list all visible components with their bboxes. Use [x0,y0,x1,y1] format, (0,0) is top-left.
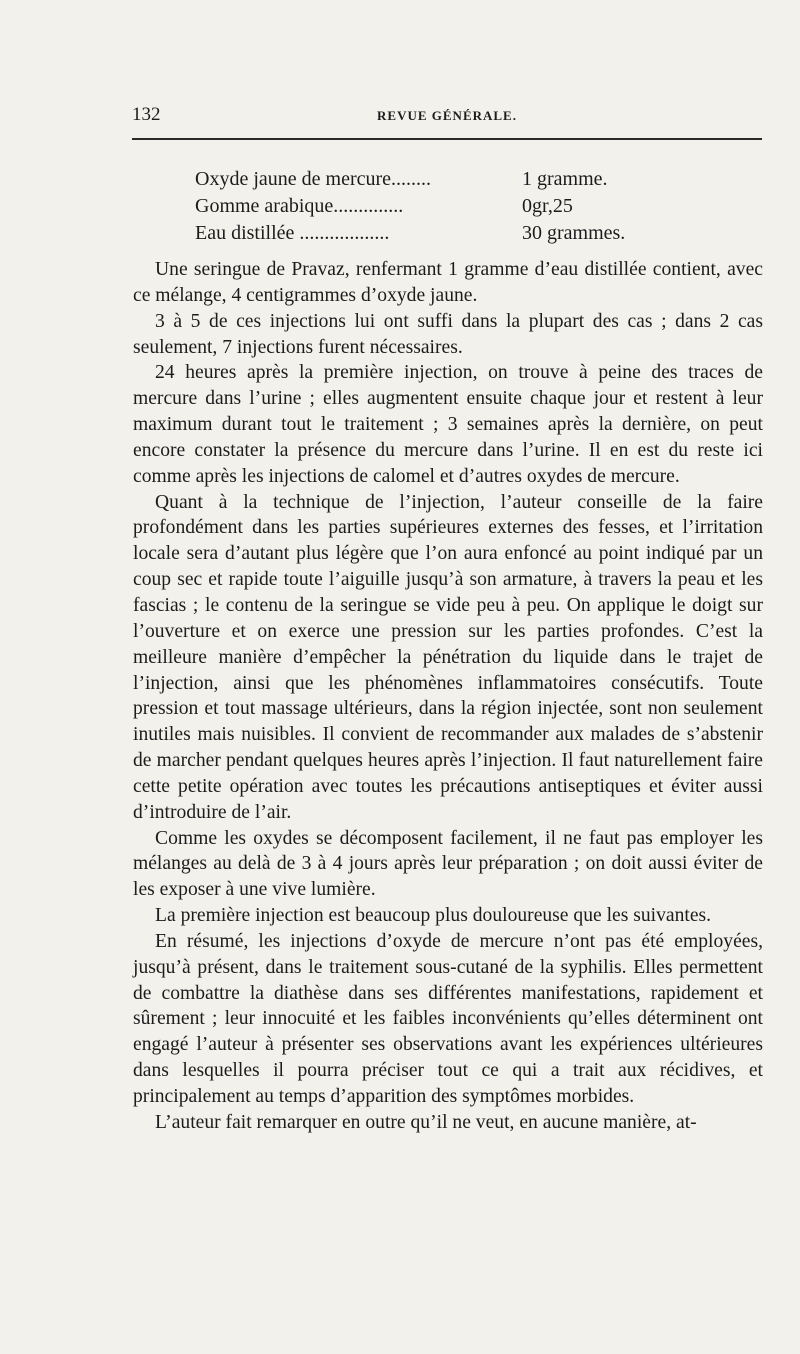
body-text [133,257,763,1136]
running-title: REVUE GÉNÉRALE. [377,108,517,123]
paragraph-syringe: Une seringue de Pravaz, renfermant 1 gramme d’eau distillée contient, avec ce mélange, 4 centigrammes d’oxyde jaune. [133,259,763,306]
ingredient-quantity: 0gr,25 [522,195,573,217]
paragraph-first-injection: La première injection est beaucoup plus douloureuse que les suivantes. [155,905,712,927]
paragraph-decomposition: Comme les oxydes se décomposent facilement, il ne faut pas employer les mélanges au delà de 3 à 4 jours après leur préparation ; on doit aussi éviter de les exposer à une vive lumière. [133,827,763,901]
header-rule [132,138,762,140]
paragraph-summary: En résumé, les injections d’oxyde de mercure n’ont pas été employées, jusqu’à présent, dans le traitement sous-cutané de la syphilis. Elles permettent de combattre la diathèse dans ses différentes manifestations, rapidement et sûrement ; leur innocuité et les faibles inconvénients qu’elles déterminent ont engagé l’auteur à présenter ses observations avant les expériences ultérieures dans lesquelles il pourra préciser tout ce qui a trait aux récidives, et principalement au temps d’apparition des symptômes morbides. [133,930,763,1107]
ingredient-quantity: 1 gramme. [522,168,608,190]
paragraph-injection-count: 3 à 5 de ces injections lui ont suffi dans la plupart des cas ; dans 2 cas seulement, 7 injections furent nécessaires. [133,310,763,358]
ingredient-name: Gomme arabique.............. [195,195,404,217]
formula-row [195,220,675,247]
formula-table [195,166,675,247]
paragraph-closing: L’auteur fait remarquer en outre qu’il ne veut, en aucune manière, at- [155,1111,697,1133]
ingredient-name: Oxyde jaune de mercure........ [195,168,432,190]
paragraph-technique: Quant à la technique de l’injection, l’auteur conseille de la faire profondément dans les parties supérieures externes des fesses, et l’irritation locale sera d’autant plus légère que l’on aura enfoncé au point indiqué par un coup sec et rapide toute l’aiguille jusqu’à son armature, à travers la peau et les fascias ; le contenu de la seringue se vide peu à peu. On applique le doigt sur l’ouverture et on exerce une pression sur les parties profondes. C’est la meilleure manière d’empêcher la pénétration du liquide dans le trajet de l’injection, ainsi que les phénomènes inflammatoires consécutifs. Toute pression et tout massage ultérieurs, dans la région injectée, sont non seulement inutiles mais nuisibles. Il convient de recommander aux malades de s’abstenir de marcher pendant quelques heures après l’injection. Il faut naturellement faire cette petite opération avec toutes les précautions antiseptiques et éviter aussi d’introduire de l’air. [133,491,763,823]
formula-row [195,193,675,220]
page-number: 132 [132,104,161,125]
page-header [132,104,762,126]
ingredient-name: Eau distillée .................. [195,222,390,244]
paragraph-urine-mercury: 24 heures après la première injection, on trouve à peine des traces de mercure dans l’urine ; elles augmentent ensuite chaque jour et restent à leur maximum durant tout le traitement ; 3 semaines après la dernière, on peut encore constater la présence du mercure dans l’urine. Il en est du reste ici comme après les injections de calomel et d’autres oxydes de mercure. [133,362,763,487]
ingredient-quantity: 30 grammes. [522,222,626,244]
formula-row [195,166,675,193]
